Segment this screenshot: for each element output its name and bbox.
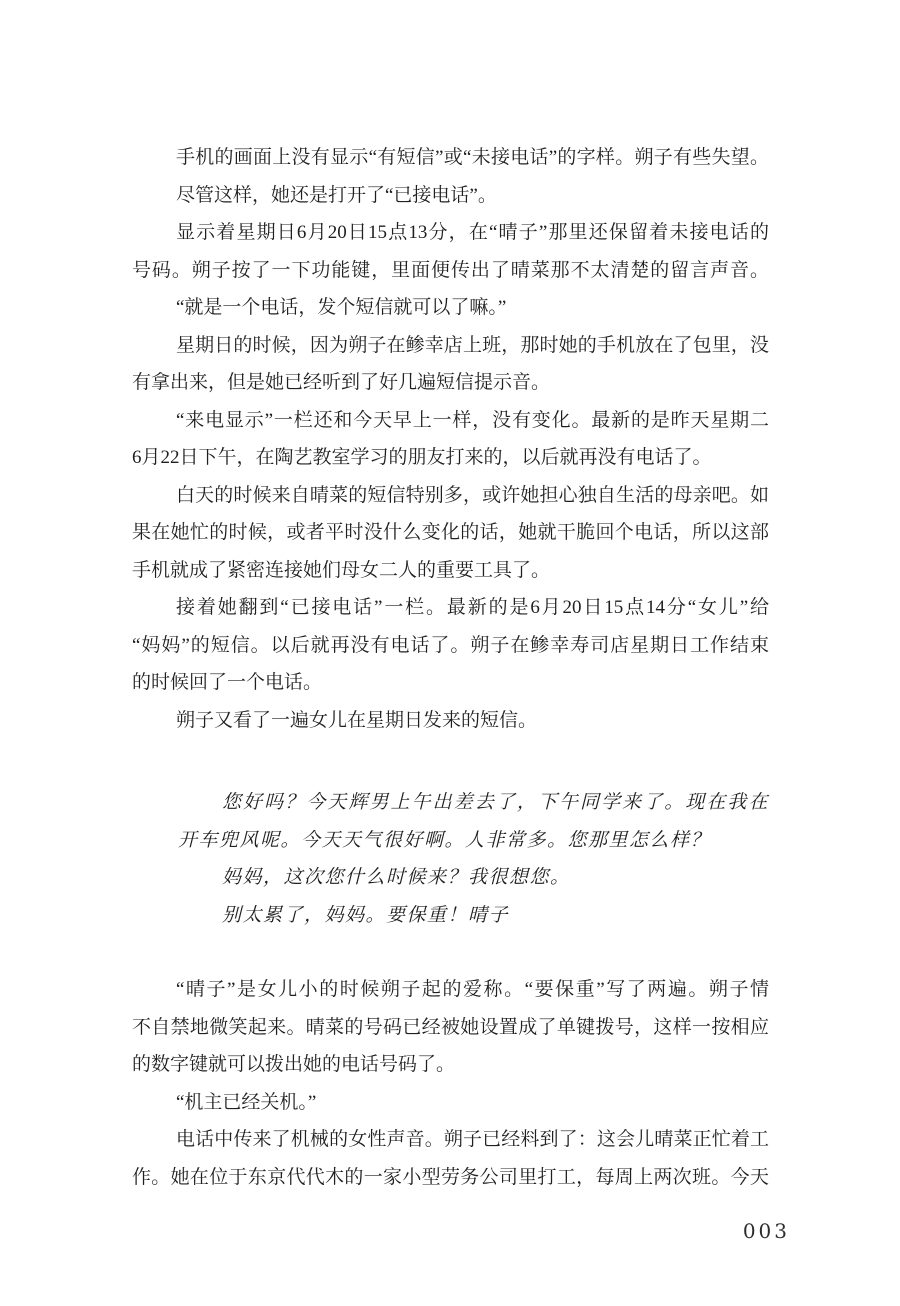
text-line: 显示着星期日6月20日15点13分，在“晴子”那里还保留着未接电话的	[176, 222, 769, 243]
text-line: 电话中传来了机械的女性声音。朔子已经料到了：这会儿晴菜正忙着工	[176, 1129, 769, 1150]
text-line: 朔子又看了一遍女儿在星期日发来的短信。	[176, 709, 538, 731]
text-line: 白天的时候来自晴菜的短信特别多，或许她担心独自生活的母亲吧。如	[176, 484, 769, 506]
text-line: 尽管这样，她还是打开了“已接电话”。	[176, 184, 497, 206]
text-line: 有拿出来，但是她已经听到了好几遍短信提示音。	[132, 372, 551, 393]
text-line: 的数字键就可以拨出她的电话号码了。	[132, 1054, 456, 1075]
page-number: 003	[742, 1219, 790, 1243]
paragraphs-before-quote	[132, 139, 769, 739]
text-line: 别太累了，妈妈。要保重！晴子	[222, 904, 510, 926]
text-line: 不自禁地微笑起来。晴菜的号码已经被她设置成了单键拨号，这样一按相应	[132, 1016, 769, 1038]
text-line: 接着她翻到“已接电话”一栏。最新的是6月20日15点14分“女儿”给	[176, 597, 769, 618]
text-line: 号码。朔子按了一下功能键，里面便传出了晴菜那不太清楚的留言声音。	[132, 259, 769, 281]
paragraphs-after-quote	[132, 971, 769, 1196]
text-line: 星期日的时候，因为朔子在鲹幸店上班，那时她的手机放在了包里，没	[176, 334, 769, 356]
text-line: 的时候回了一个电话。	[132, 672, 323, 693]
text-line: 开车兜风呢。今天天气很好啊。人非常多。您那里怎么样？	[178, 829, 712, 851]
text-line: “晴子”是女儿小的时候朔子起的爱称。“要保重”写了两遍。朔子情	[176, 979, 769, 1000]
text-line: “来电显示”一栏还和今天早上一样，没有变化。最新的是昨天星期二	[176, 409, 769, 431]
text-line: 妈妈，这次您什么时候来？我很想您。	[222, 867, 571, 888]
text-line: 您好吗？今天辉男上午出差去了，下午同学来了。现在我在	[222, 792, 769, 813]
text-line: 作。她在位于东京代代木的一家小型劳务公司里打工，每周上两次班。今天	[132, 1166, 769, 1188]
text-line: 6月22日下午，在陶艺教室学习的朋友打来的，以后就再没有电话了。	[132, 447, 712, 468]
text-line: “机主已经关机。”	[176, 1091, 317, 1113]
text-line: 果在她忙的时候，或者平时没什么变化的话，她就干脆回个电话，所以这部	[132, 522, 769, 543]
text-line: “妈妈”的短信。以后就再没有电话了。朔子在鲹幸寿司店星期日工作结束	[132, 634, 769, 656]
text-line: 手机就成了紧密连接她们母女二人的重要工具了。	[132, 559, 551, 581]
text-line: 手机的画面上没有显示“有短信”或“未接电话”的字样。朔子有些失望。	[176, 147, 769, 168]
text-block	[132, 139, 769, 1196]
text-line: “就是一个电话，发个短信就可以了嘛。”	[176, 297, 507, 318]
sms-message-quote-block	[132, 784, 769, 934]
